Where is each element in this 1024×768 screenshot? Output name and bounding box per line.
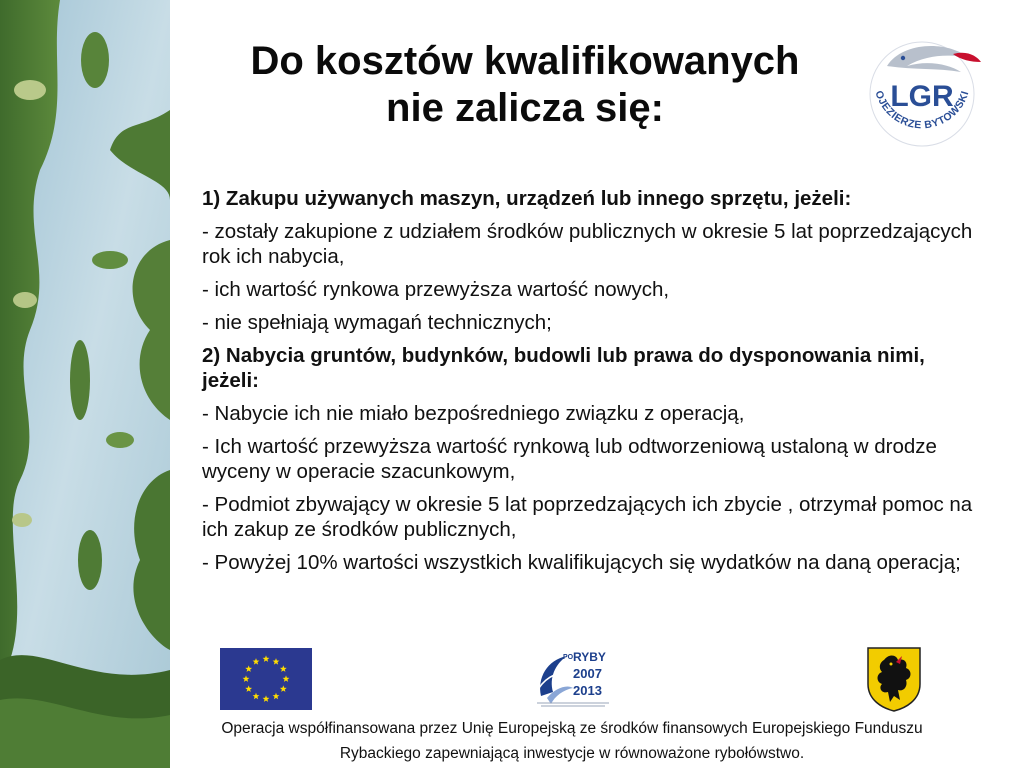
lgr-ring-text: OJEZIERZE BYTOWSKI [872,89,972,132]
footer-line-1: Operacja współfinansowana przez Unię Europejską ze środków finansowych Europejskiego Funduszu [221,720,923,737]
eu-flag-icon [220,648,312,710]
lgr-letters: LGR [890,80,954,113]
list-item: - Nabycie ich nie miało bezpośredniego związku z operacją, [202,402,745,425]
list-item: - Podmiot zbywający w okresie 5 lat poprzedzających ich zbycie , otrzymał pomoc na ich zakup ze środków publicznych, [202,493,973,541]
side-landscape-photo [0,0,170,768]
title-line-2: nie zalicza się: [386,86,664,130]
list-item: - Ich wartość przewyższa wartość rynkową lub odtworzeniową ustaloną w drodze wyceny w operacie szacunkowym, [202,435,937,483]
list-item: - Powyżej 10% wartości wszystkich kwalifikujących się wydatków na daną operacją; [202,551,961,574]
griffin-crest-icon [866,646,922,712]
list-item: 2) Nabycia gruntów, budynków, budowli lub prawa do dysponowania nimi, jeżeli: [202,344,925,392]
list-item: - ich wartość rynkowa przewyższa wartość nowych, [202,278,670,301]
content-list [202,186,987,583]
list-item: - nie spełniają wymagań technicznych; [202,311,552,334]
lgr-logo [857,32,987,162]
footer-line-2: Rybackiego zapewniającą inwestycje w równoważone rybołówstwo. [339,745,805,762]
po-ryby-logo [533,648,613,710]
list-item: - zostały zakupione z udziałem środków publicznych w okresie 5 lat poprzedzających rok ich nabycia, [202,220,973,268]
list-item: 1) Zakupu używanych maszyn, urządzeń lub innego sprzętu, jeżeli: [202,187,852,210]
ryby-name: RYBY [573,650,606,664]
ryby-prefix: PO [563,654,574,661]
ryby-year-start: 2007 [573,666,602,681]
ryby-year-end: 2013 [573,683,602,698]
footer-note [190,716,954,766]
slide-title [180,38,870,132]
title-line-1: Do kosztów kwalifikowanych [250,39,800,83]
